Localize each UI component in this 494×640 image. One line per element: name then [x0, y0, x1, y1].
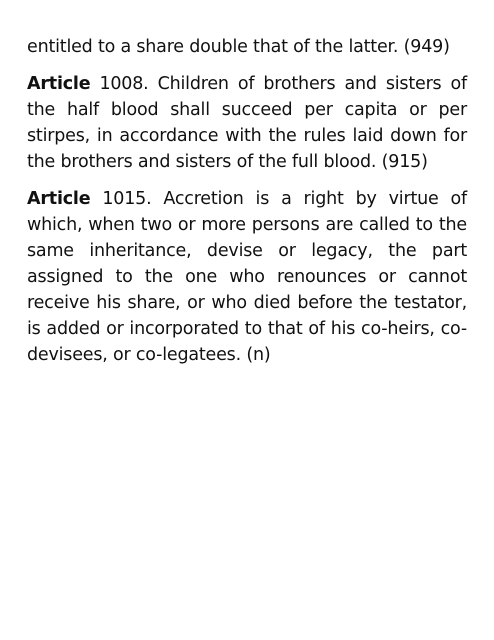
paragraph-article-1008: [27, 71, 467, 175]
paragraph-text: 1015. Accretion is a right by virtue of which, when two or more persons are called to the same inheritance, devise or legacy, the part assigned to the one who renounces or cannot receive his share, or who died before the testator, is added or incorporated to that of his co-heirs, co-devisees, or co-legatees. (n): [27, 189, 467, 365]
document-page: [27, 34, 467, 379]
paragraph-text: entitled to a share double that of the latter. (949): [27, 37, 450, 57]
paragraph-continuation: [27, 34, 467, 60]
paragraph-article-1015: [27, 186, 467, 368]
article-label: Article: [27, 74, 91, 94]
article-label: Article: [27, 189, 91, 209]
paragraph-text: 1008. Children of brothers and sisters of the half blood shall succeed per capita or per stirpes, in accordance with the rules laid down for the brothers and sisters of the full blood. (915): [27, 74, 467, 172]
